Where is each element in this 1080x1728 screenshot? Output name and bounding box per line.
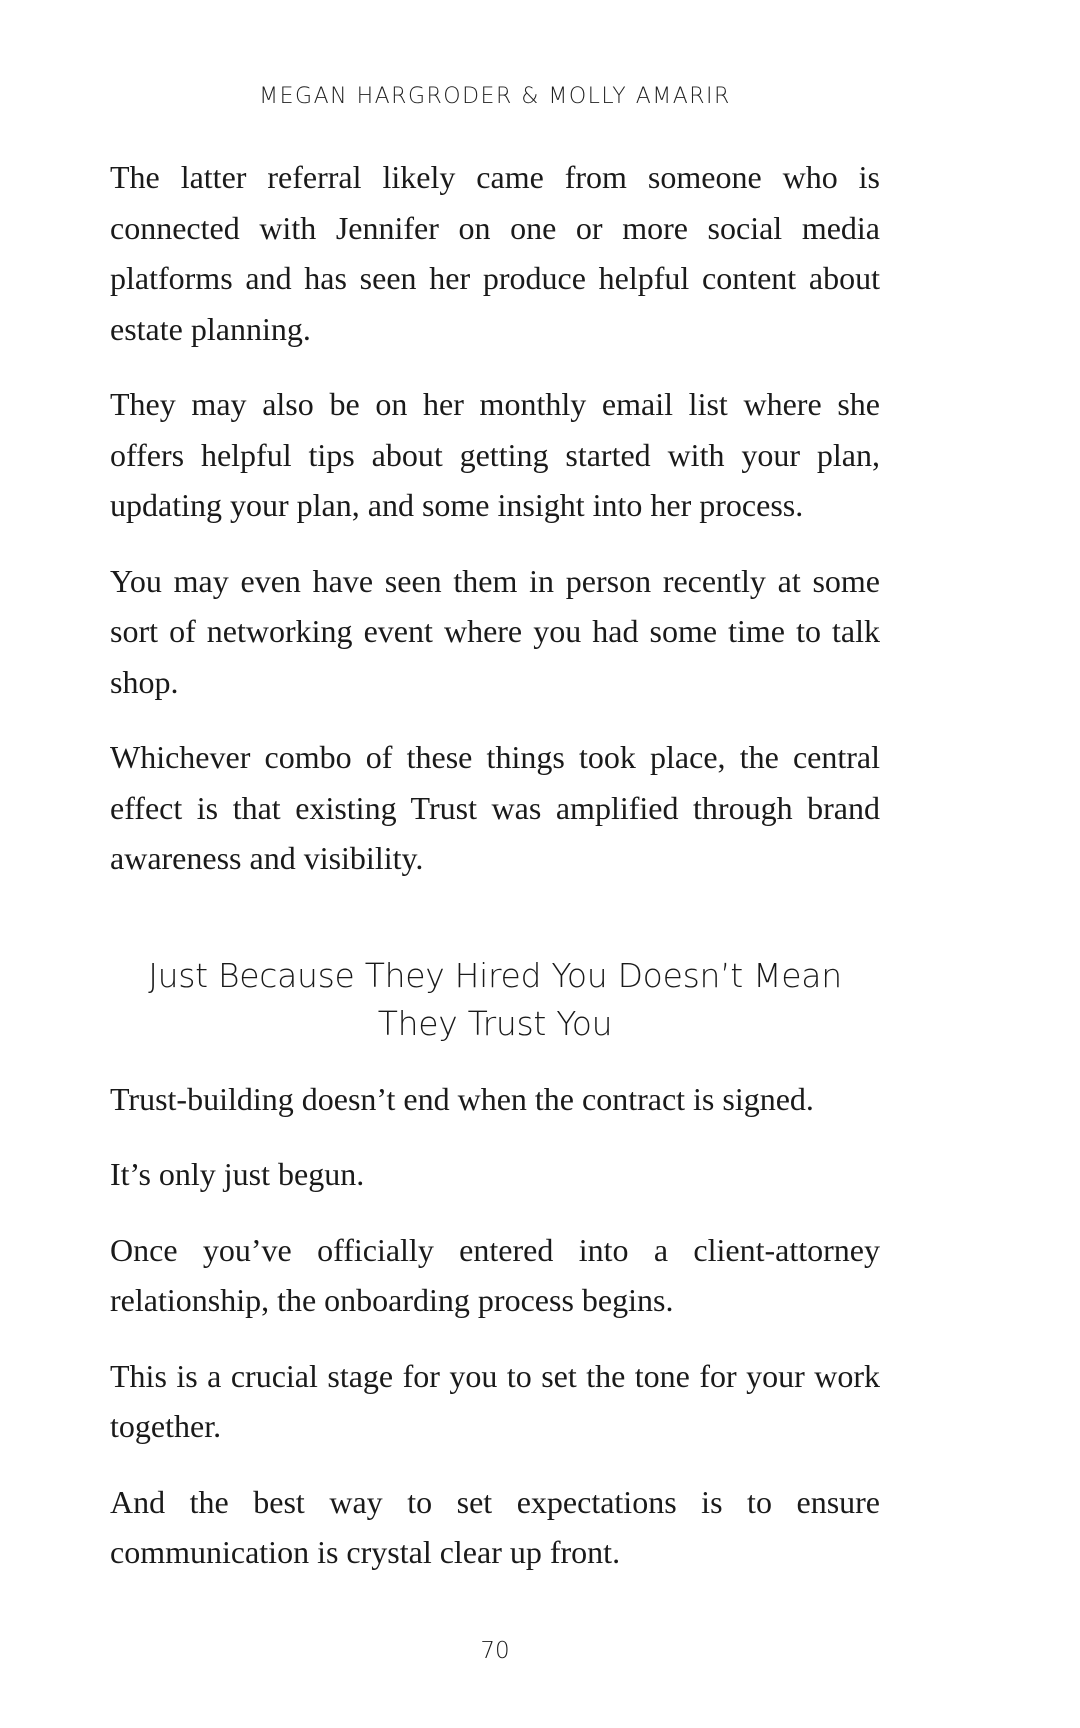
body-paragraph: This is a crucial stage for you to set the tone for your work together. bbox=[110, 1357, 880, 1444]
section-heading: Just Because They Hired You Doesn’t Mean They Trust You bbox=[148, 955, 842, 1043]
body-paragraph: Whichever combo of these things took place, the central effect is that existing Trust was amplified through brand awareness and visibility. bbox=[110, 739, 880, 876]
body-paragraph: And the best way to set expectations is to ensure communication is crystal clear up front. bbox=[110, 1483, 880, 1570]
body-paragraph: Once you’ve officially entered into a client-attorney relationship, the onboarding process begins. bbox=[110, 1231, 880, 1318]
body-paragraph: The latter referral likely came from someone who is connected with Jennifer on one or more social media platforms and has seen her produce helpful content about estate planning. bbox=[110, 159, 880, 347]
body-paragraph: It’s only just begun. bbox=[110, 1156, 365, 1192]
body-paragraph: Trust-building doesn’t end when the contract is signed. bbox=[110, 1080, 814, 1117]
body-paragraph: They may also be on her monthly email list where she offers helpful tips about getting started with your plan, updating your plan, and some insight into her process. bbox=[110, 386, 880, 523]
page-body bbox=[110, 152, 880, 1603]
body-paragraph: You may even have seen them in person recently at some sort of networking event where you had some time to talk shop. bbox=[110, 562, 880, 700]
running-head: MEGAN HARGRODER & MOLLY AMARIR bbox=[259, 84, 731, 109]
page-number: 70 bbox=[480, 1638, 510, 1664]
